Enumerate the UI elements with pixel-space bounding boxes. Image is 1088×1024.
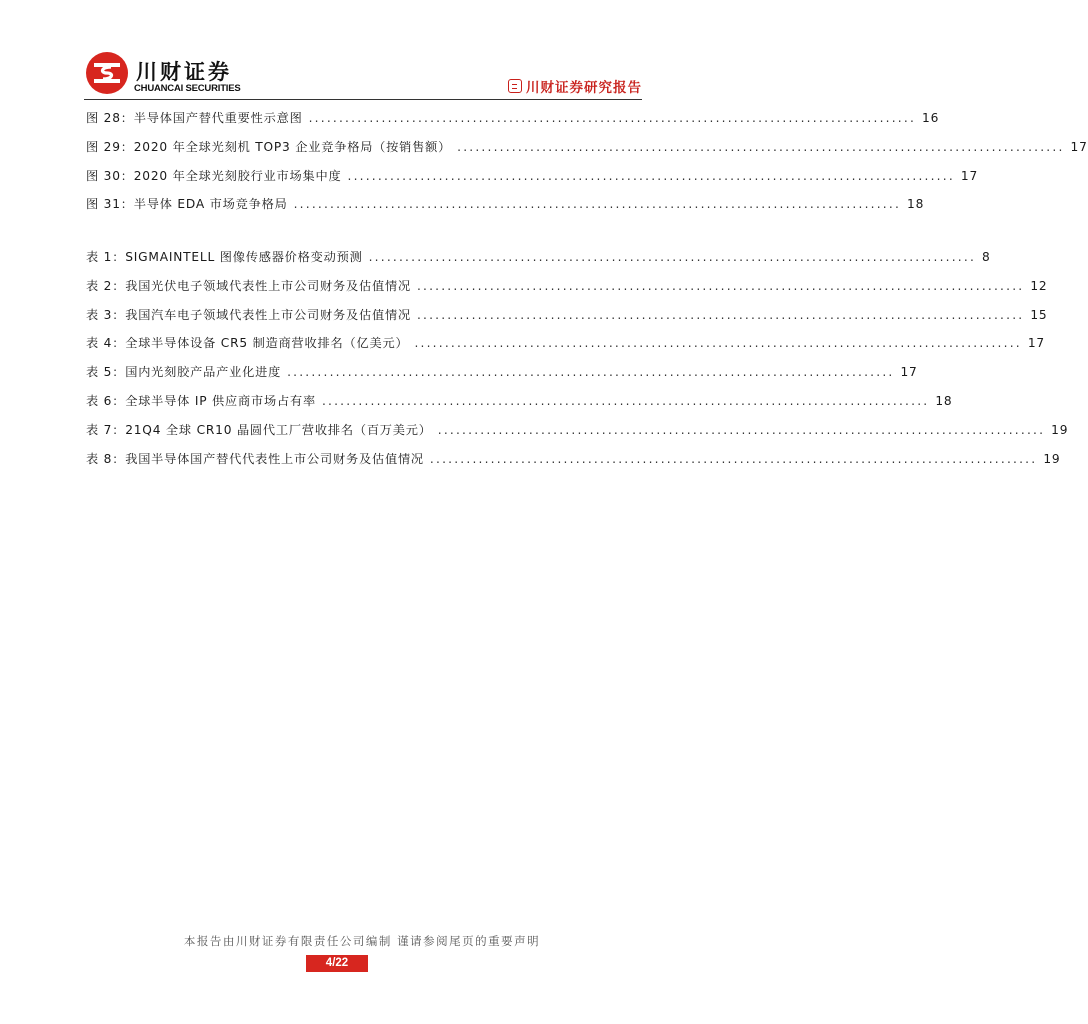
logo-mark	[86, 52, 128, 94]
figure-list	[86, 109, 1088, 224]
page-number-badge: 4/22	[306, 955, 368, 972]
toc-entry-label: 表 2：我国光伏电子领域代表性上市公司财务及估值情况	[86, 278, 411, 293]
toc-entry-table-3[interactable]	[86, 306, 1048, 335]
toc-entry-label: 图 29：2020 年全球光刻机 TOP3 企业竞争格局（按销售额）	[86, 139, 452, 154]
toc-page-number: 18	[935, 393, 953, 408]
toc-page-number: 19	[1051, 422, 1069, 437]
toc-entry-table-8[interactable]	[86, 450, 1061, 479]
toc-leader-dots: ....................................................................................................	[429, 451, 1038, 466]
toc-entry-label: 表 3：我国汽车电子领域代表性上市公司财务及估值情况	[86, 307, 411, 322]
toc-page-number: 17	[1027, 336, 1045, 351]
toc-leader-dots: ....................................................................................................	[416, 307, 1025, 322]
toc-page-number: 8	[982, 250, 991, 264]
toc-entry-table-4[interactable]	[86, 334, 1045, 363]
toc-page-number: 17	[960, 168, 979, 183]
toc-entry-figure-31[interactable]	[86, 195, 925, 224]
toc-entry-label: 表 7：21Q4 全球 CR10 晶圆代工厂营收排名（百万美元）	[86, 422, 432, 437]
toc-page-number: 15	[1030, 307, 1048, 322]
toc-entry-label: 表 4：全球半导体设备 CR5 制造商营收排名（亿美元）	[86, 336, 409, 351]
toc-entry-label: 图 30：2020 年全球光刻胶行业市场集中度	[86, 168, 342, 183]
toc-leader-dots: ....................................................................................................	[308, 111, 917, 125]
toc-leader-dots: ....................................................................................................	[321, 393, 930, 408]
toc-entry-table-2[interactable]	[86, 277, 1048, 306]
toc-entry-label: 表 6：全球半导体 IP 供应商市场占有率	[86, 393, 316, 408]
toc-entry-label: 表 8：我国半导体国产替代代表性上市公司财务及估值情况	[86, 451, 424, 466]
table-list	[86, 248, 1069, 478]
toc-entry-table-7[interactable]	[86, 421, 1069, 450]
toc-leader-dots: ....................................................................................................	[293, 197, 902, 212]
toc-leader-dots: ....................................................................................................	[437, 422, 1046, 437]
toc-page-number: 17	[1070, 139, 1088, 154]
toc-leader-dots: ....................................................................................................	[457, 139, 1065, 154]
toc-leader-dots: ....................................................................................................	[347, 168, 955, 183]
toc-leader-dots: ....................................................................................................	[287, 365, 895, 380]
toc-entry-label: 表 1：SIGMAINTELL 图像传感器价格变动预测	[86, 250, 363, 264]
toc-leader-dots: ....................................................................................................	[368, 250, 977, 264]
footer-disclaimer: 本报告由川财证券有限责任公司编制 谨请参阅尾页的重要声明	[183, 934, 541, 948]
toc-entry-table-6[interactable]	[86, 392, 953, 421]
chuancai-logo-icon	[86, 52, 128, 94]
toc-page-number: 12	[1030, 278, 1048, 293]
toc-page-number: 18	[907, 197, 925, 212]
toc-entry-label: 图 31：半导体 EDA 市场竞争格局	[86, 197, 288, 212]
toc-leader-dots: ....................................................................................................	[416, 278, 1025, 293]
company-name-cn: 川财证券	[136, 60, 232, 84]
company-name-en: CHUANCAI SECURITIES	[134, 83, 241, 94]
toc-entry-label: 图 28：半导体国产替代重要性示意图	[86, 111, 303, 125]
toc-page-number: 16	[922, 111, 940, 125]
report-badge-icon	[508, 79, 522, 93]
toc-entry-figure-29[interactable]	[86, 138, 1088, 167]
toc-entry-figure-30[interactable]	[86, 167, 979, 196]
toc-entry-table-1[interactable]	[86, 248, 991, 277]
toc-leader-dots: ....................................................................................................	[414, 336, 1022, 351]
report-label-text: 川财证券研究报告	[526, 80, 642, 96]
page-header	[84, 50, 642, 100]
header-divider	[84, 99, 642, 100]
toc-page-number: 17	[900, 365, 918, 380]
toc-page-number: 19	[1043, 451, 1061, 466]
toc-entry-label: 表 5：国内光刻胶产品产业化进度	[86, 365, 282, 380]
toc-entry-figure-28[interactable]	[86, 109, 940, 138]
toc-entry-table-5[interactable]	[86, 363, 918, 392]
report-label	[508, 76, 642, 96]
